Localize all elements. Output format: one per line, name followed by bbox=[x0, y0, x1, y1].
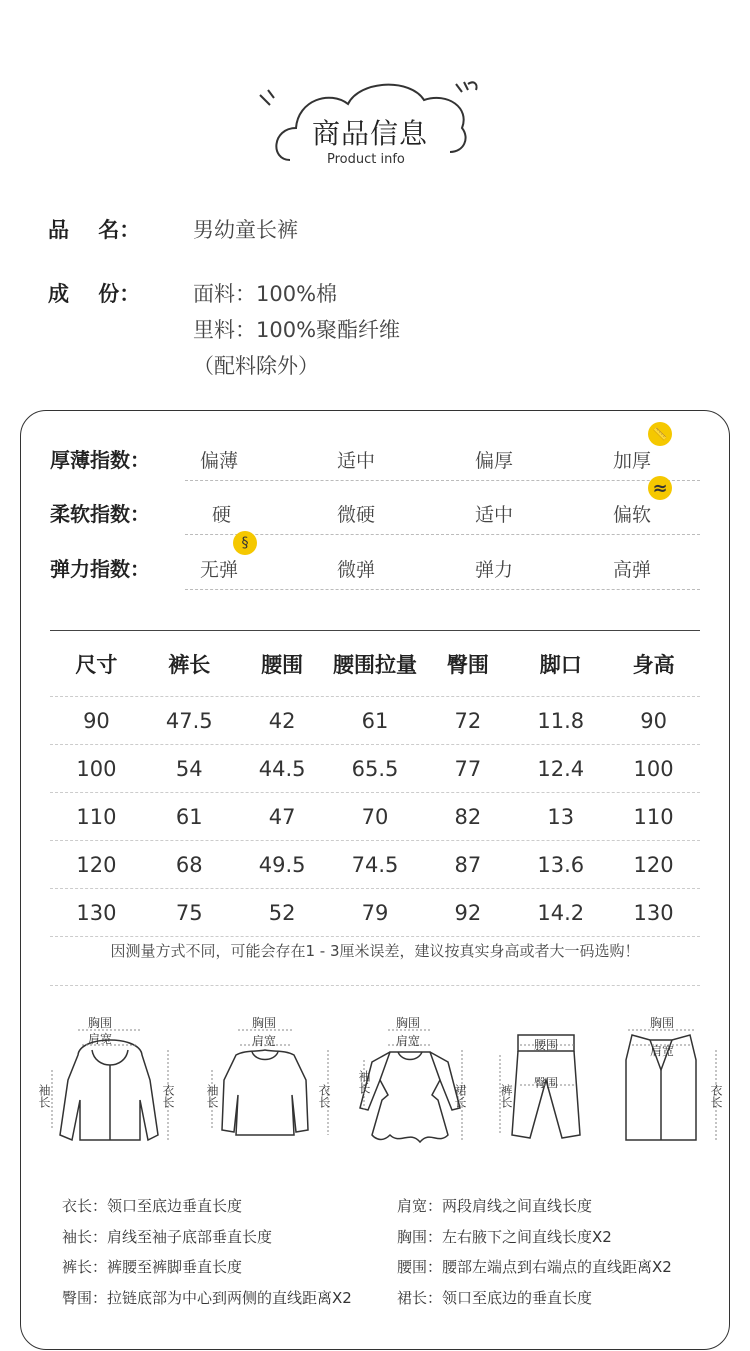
index-option: 偏厚 bbox=[475, 450, 514, 472]
waist-label: 腰围 bbox=[534, 1038, 559, 1052]
table-row bbox=[50, 889, 700, 937]
definition-item: 衣长：领口至底边垂直长度 bbox=[62, 1197, 243, 1215]
table-header-cell: 腰围拉量 bbox=[333, 652, 417, 677]
table-cell: 44.5 bbox=[258, 756, 306, 781]
wave-icon: ≈ bbox=[648, 476, 672, 500]
table-cell: 120 bbox=[76, 852, 117, 877]
table-header-cell: 尺寸 bbox=[75, 652, 118, 677]
table-row bbox=[50, 745, 700, 793]
table-cell: 82 bbox=[454, 804, 482, 829]
table-cell: 100 bbox=[76, 756, 117, 781]
spring-icon: § bbox=[233, 531, 257, 555]
composition-line: （配料除外） bbox=[193, 354, 319, 378]
hip-label: 臀围 bbox=[534, 1076, 559, 1090]
chest-label: 胸围 bbox=[650, 1016, 675, 1030]
divider bbox=[185, 534, 700, 535]
definition-item: 裙长：领口至底边的垂直长度 bbox=[397, 1289, 593, 1307]
table-cell: 11.8 bbox=[537, 708, 585, 733]
shoulder-label: 肩宽 bbox=[650, 1044, 675, 1058]
softness-index-label: 柔软指数： bbox=[50, 502, 150, 526]
divider bbox=[185, 589, 700, 590]
section-header bbox=[0, 0, 750, 190]
sleeve-label: 袖长 bbox=[205, 1084, 219, 1108]
table-cell: 130 bbox=[633, 900, 674, 925]
definition-item: 裤长：裤腰至裤脚垂直长度 bbox=[62, 1258, 243, 1276]
index-option: 偏薄 bbox=[200, 450, 239, 472]
table-header-row bbox=[50, 631, 700, 697]
chest-label: 胸围 bbox=[88, 1016, 113, 1030]
measurement-note: 因测量方式不同，可能会存在1 - 3厘米误差，建议按真实身高或者大一码选购！ bbox=[110, 942, 640, 960]
table-cell: 87 bbox=[454, 852, 482, 877]
table-cell: 90 bbox=[83, 708, 110, 733]
index-option-selected: 偏软 bbox=[613, 504, 652, 526]
page-title: 商品信息 bbox=[312, 117, 429, 150]
thickness-index-row bbox=[50, 427, 700, 494]
definition-item: 袖长：肩线至袖子底部垂直长度 bbox=[62, 1228, 273, 1246]
shoulder-label: 肩宽 bbox=[252, 1034, 277, 1048]
table-cell: 70 bbox=[361, 804, 389, 829]
table-row bbox=[50, 697, 700, 745]
index-option: 微硬 bbox=[337, 504, 376, 526]
softness-index-row bbox=[50, 477, 700, 548]
index-option: 硬 bbox=[212, 504, 232, 526]
index-option: 弹力 bbox=[475, 559, 514, 581]
table-header-cell: 身高 bbox=[632, 652, 675, 677]
table-cell: 61 bbox=[175, 804, 203, 829]
elasticity-index-row bbox=[50, 535, 700, 603]
table-header-cell: 脚口 bbox=[539, 652, 582, 677]
index-option: 微弹 bbox=[337, 559, 376, 581]
table-cell: 100 bbox=[633, 756, 674, 781]
table-cell: 130 bbox=[76, 900, 117, 925]
index-option-selected: 加厚 bbox=[613, 450, 652, 472]
table-cell: 47 bbox=[268, 804, 296, 829]
page-subtitle: Product info bbox=[327, 152, 405, 167]
sleeve-label: 袖长 bbox=[357, 1070, 371, 1094]
table-row bbox=[50, 793, 700, 841]
divider bbox=[50, 985, 700, 986]
shoulder-label: 肩宽 bbox=[88, 1032, 113, 1046]
length-label: 裙长 bbox=[453, 1084, 467, 1108]
table-cell: 65.5 bbox=[351, 756, 399, 781]
index-option-selected: 无弹 bbox=[200, 559, 239, 581]
definition-item: 臀围：拉链底部为中心到两侧的直线距离X2 bbox=[62, 1289, 352, 1307]
size-table bbox=[50, 630, 700, 937]
table-cell: 90 bbox=[640, 708, 667, 733]
table-row bbox=[50, 841, 700, 889]
table-cell: 79 bbox=[361, 900, 389, 925]
table-header-cell: 裤长 bbox=[168, 652, 211, 677]
table-cell: 72 bbox=[454, 708, 482, 733]
table-cell: 54 bbox=[175, 756, 203, 781]
table-cell: 14.2 bbox=[537, 900, 585, 925]
sleeve-label: 袖长 bbox=[37, 1084, 51, 1108]
length-label: 衣长 bbox=[317, 1084, 331, 1108]
definition-item: 腰围：腰部左端点到右端点的直线距离X2 bbox=[397, 1258, 672, 1276]
chest-label: 胸围 bbox=[252, 1016, 277, 1030]
product-name-value: 男幼童长裤 bbox=[193, 218, 298, 242]
composition-label: 成 份： bbox=[48, 282, 141, 306]
table-header-cell: 腰围 bbox=[261, 652, 304, 677]
shoulder-label: 肩宽 bbox=[396, 1034, 421, 1048]
table-cell: 47.5 bbox=[165, 708, 213, 733]
length-label: 衣长 bbox=[709, 1084, 723, 1108]
thickness-index-label: 厚薄指数： bbox=[50, 448, 150, 472]
index-option: 高弹 bbox=[613, 559, 652, 581]
index-option: 适中 bbox=[337, 450, 376, 472]
table-cell: 49.5 bbox=[258, 852, 306, 877]
composition-line: 面料：100%棉 bbox=[193, 282, 338, 306]
table-cell: 75 bbox=[175, 900, 203, 925]
divider bbox=[185, 480, 700, 481]
table-cell: 61 bbox=[361, 708, 389, 733]
table-cell: 77 bbox=[454, 756, 482, 781]
table-cell: 74.5 bbox=[351, 852, 399, 877]
table-cell: 13 bbox=[547, 804, 575, 829]
chest-label: 胸围 bbox=[396, 1016, 421, 1030]
definition-item: 胸围：左右腋下之间直线长度X2 bbox=[397, 1228, 612, 1246]
table-cell: 92 bbox=[454, 900, 482, 925]
table-cell: 110 bbox=[633, 804, 674, 829]
table-header-cell: 臀围 bbox=[446, 652, 489, 677]
table-cell: 52 bbox=[268, 900, 296, 925]
elasticity-index-label: 弹力指数： bbox=[50, 557, 150, 581]
composition-line: 里料：100%聚酯纤维 bbox=[193, 318, 401, 342]
table-cell: 68 bbox=[175, 852, 203, 877]
index-option: 适中 bbox=[475, 504, 514, 526]
table-cell: 120 bbox=[633, 852, 674, 877]
table-cell: 42 bbox=[268, 708, 296, 733]
product-name-label: 品 名： bbox=[48, 218, 141, 242]
ruler-icon: 📏 bbox=[648, 422, 672, 446]
length-label: 衣长 bbox=[161, 1084, 175, 1108]
table-cell: 110 bbox=[76, 804, 117, 829]
table-cell: 13.6 bbox=[537, 852, 585, 877]
length-label: 裤长 bbox=[499, 1084, 513, 1108]
table-cell: 12.4 bbox=[537, 756, 585, 781]
definition-item: 肩宽：两段肩线之间直线长度 bbox=[397, 1197, 593, 1215]
